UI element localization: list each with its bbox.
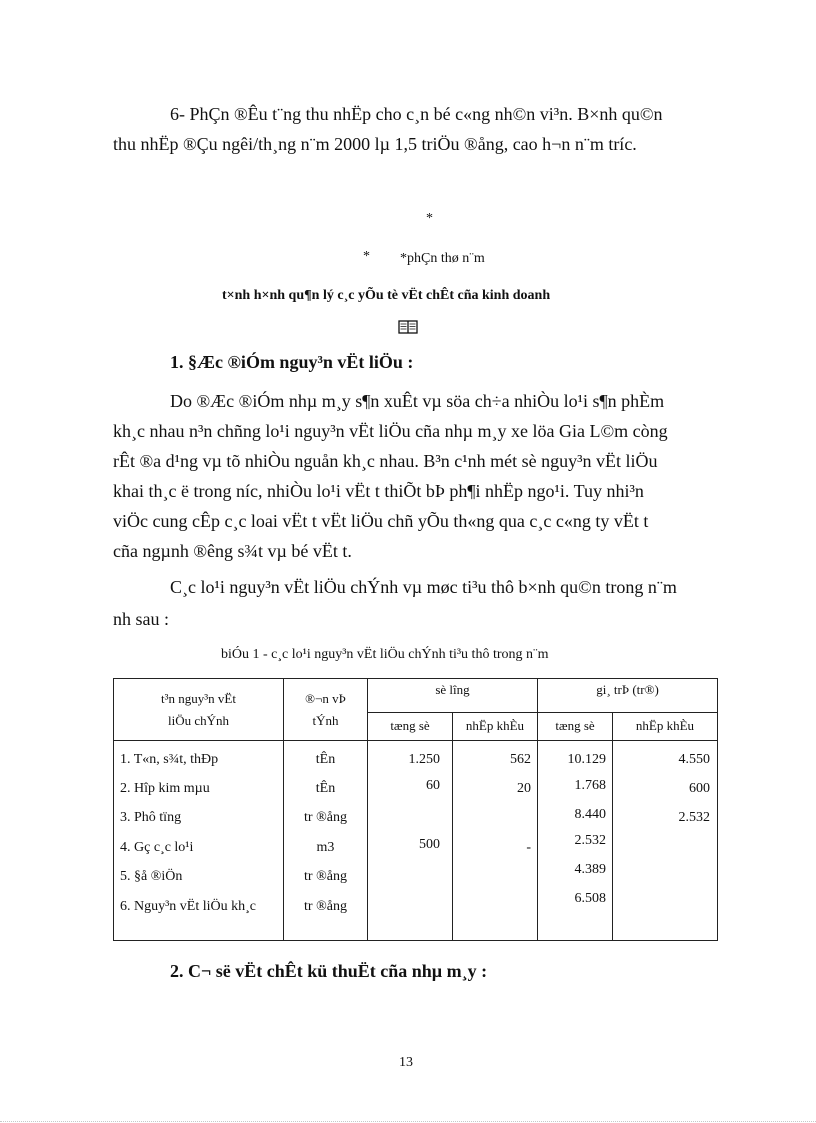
val-import-cell (613, 741, 718, 941)
table-row-unit: tr ®ång (304, 810, 347, 825)
table-value: 2.532 (574, 833, 606, 848)
section-1-para-line: rÊt ®a d¹ng vµ tõ nhiÒu nguån kh¸c nhau. B³n c¹nh mét sè nguy³n vËt liÖu (113, 451, 658, 471)
table-value: 4.550 (678, 752, 710, 767)
book-icon (398, 320, 418, 334)
section-1-para-line: viÖc cung cÊp c¸c loai vËt t vËt liÖu chñ yÕu th«ng qua c¸c c«ng ty vËt t (113, 511, 649, 531)
materials-table (113, 678, 718, 941)
page-number: 13 (399, 1055, 413, 1070)
table-value: 20 (517, 781, 531, 796)
section-1-para-line: kh¸c nhau n³n chñng lo¹i nguy³n vËt liÖu cña nhµ m¸y xe löa Gia L©m còng (113, 421, 668, 441)
val-total-cell (538, 741, 613, 941)
table-row-unit: tr ®ång (304, 899, 347, 914)
table-value: 1.768 (574, 778, 606, 793)
table-value: 10.129 (567, 752, 606, 767)
qty-total-cell (368, 741, 453, 941)
header-quantity-group: sè lîng (368, 679, 538, 713)
section-2-heading: 2. C¬ së vËt chÊt kü thuËt cña nhµ m¸y : (170, 961, 488, 981)
section-1-heading: 1. §Æc ®iÓm nguy³n vËt liÖu : (170, 352, 414, 372)
header-val-import: nhËp khÈu (613, 713, 718, 741)
header-qty-import: nhËp khÈu (453, 713, 538, 741)
header-value-group: gi¸ trÞ (tr®) (538, 679, 718, 713)
section-1-para-line: C¸c lo¹i nguy³n vËt liÖu chÝnh vµ møc ti³u thô b×nh qu©n trong n¨m (170, 577, 677, 597)
table-value: 2.532 (678, 810, 710, 825)
table-row-unit: tr ®ång (304, 869, 347, 884)
table-value: 500 (419, 837, 440, 852)
table-value: 562 (510, 752, 531, 767)
part-heading: *phÇn thø n¨m (400, 251, 485, 266)
table-value: 8.440 (574, 807, 606, 822)
table-value: 600 (689, 781, 710, 796)
table-value: 1.250 (408, 752, 440, 767)
table-row-name: 6. Nguy³n vËt liÖu kh¸c (120, 899, 257, 914)
intro-line-2: thu nhËp ®Çu ngêi/th¸ng n¨m 2000 lµ 1,5 triÖu ®ång, cao h¬n n¨m tríc. (113, 134, 637, 154)
units-cell (284, 741, 368, 941)
section-1-para-line: nh sau : (113, 609, 169, 629)
table-value: - (526, 840, 531, 855)
header-unit: ®¬n vÞ tÝnh (284, 679, 368, 741)
divider-star: * (426, 211, 433, 226)
qty-import-cell (453, 741, 538, 941)
table-caption: biÓu 1 - c¸c lo¹i nguy³n vËt liÖu chÝnh ti³u thô trong n¨m (221, 647, 549, 662)
table-row-unit: m3 (316, 840, 335, 855)
table-row-name: 2. Hîp kim mµu (120, 781, 210, 796)
part-title: t×nh h×nh qu¶n lý c¸c yÕu tè vËt chÊt cña kinh doanh (222, 288, 551, 303)
table-value: 6.508 (574, 891, 606, 906)
divider-star: * (363, 249, 370, 264)
table-row-name: 5. §å ®iÖn (120, 869, 183, 884)
header-val-total: tæng sè (538, 713, 613, 741)
table-value: 60 (426, 778, 440, 793)
material-names-cell (114, 741, 284, 941)
table-row-unit: tÊn (315, 781, 336, 796)
intro-line-1: 6- PhÇn ®Êu t¨ng thu nhËp cho c¸n bé c«ng nh©n vi³n. B×nh qu©n (170, 104, 663, 124)
table-row-name: 4. Gç c¸c lo¹i (120, 840, 194, 855)
table-row-name: 1. T«n, s¾t, thÐp (120, 752, 219, 767)
section-1-para-line: khai th¸c ë trong níc, nhiÒu lo¹i vËt t thiÕt bÞ ph¶i nhËp ngo¹i. Tuy nhi³n (113, 481, 644, 501)
table-row-unit: tÊn (315, 752, 336, 767)
section-1-para-line: Do ®Æc ®iÓm nhµ m¸y s¶n xuÊt vµ söa ch÷a nhiÒu lo¹i s¶n phÈm (170, 391, 665, 411)
section-1-para-line: cña ngµnh ®êng s¾t vµ bé vËt t. (113, 541, 352, 561)
header-qty-total: tæng sè (368, 713, 453, 741)
table-value: 4.389 (574, 862, 606, 877)
header-material-name: t³n nguy³n vËt liÖu chÝnh (114, 679, 284, 741)
page-edge-divider (0, 1121, 816, 1122)
table-row-name: 3. Phô tïng (120, 810, 182, 825)
